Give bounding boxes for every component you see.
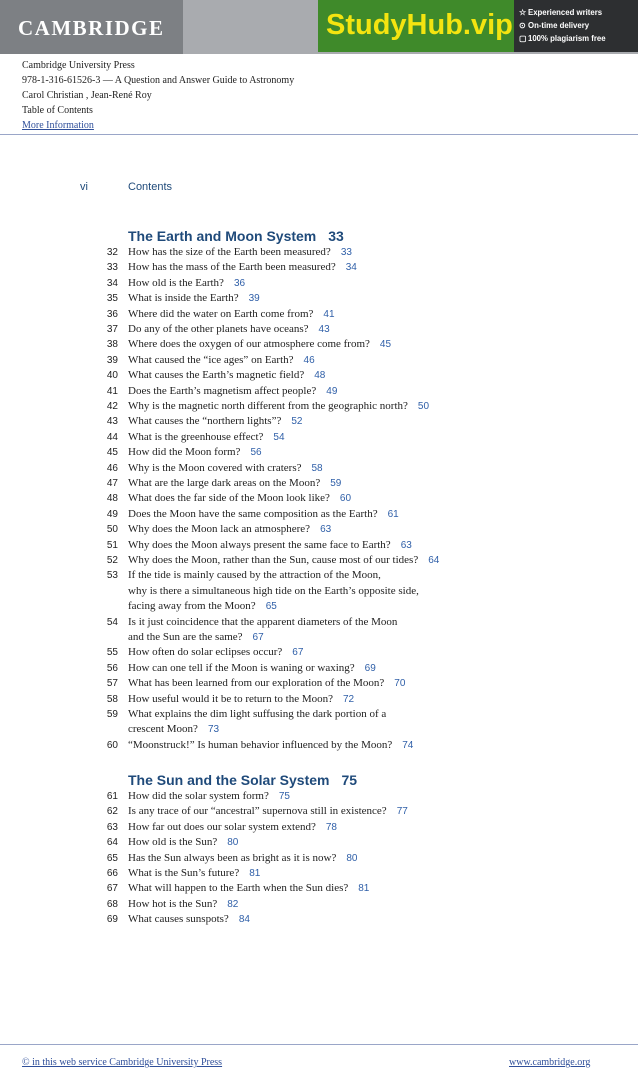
toc-entry-line: facing away from the Moon? — [128, 600, 256, 613]
section-page: 33 — [328, 228, 344, 244]
toc-entry-page[interactable]: 72 — [343, 693, 355, 705]
toc-entry — [96, 445, 616, 460]
toc-entry-page[interactable]: 50 — [417, 401, 430, 412]
isbn-title: 978-1-316-61526-3 — A Question and Answer Guide to Astronomy — [22, 75, 295, 86]
toc-entry — [96, 337, 616, 352]
toc-entry-line: Why is the magnetic north different from the geographic north? — [128, 400, 408, 412]
toc-entry-page[interactable]: 56 — [250, 447, 262, 459]
toc-entry-line: Has the Sun always been as bright as it is now? — [128, 851, 337, 864]
toc-entry — [96, 645, 616, 660]
toc-entry-page[interactable]: 61 — [387, 508, 399, 520]
toc-entry-line: What is the Sun’s future? — [128, 867, 240, 879]
toc-entry-question — [128, 881, 548, 896]
section-title: The Sun and the Solar System — [128, 772, 330, 788]
toc-entry-question — [128, 538, 548, 553]
toc-entry — [96, 461, 616, 476]
toc-entry-line: How often do solar eclipses occur? — [128, 646, 283, 659]
toc-entry — [96, 692, 616, 707]
toc-entry-number: 53 — [106, 570, 118, 582]
toc-entry-question — [128, 414, 548, 429]
toc-entry — [96, 568, 616, 614]
header-divider — [0, 134, 638, 135]
toc-entry-question — [128, 368, 548, 383]
toc-entry-page[interactable]: 84 — [238, 914, 250, 926]
toc-entry — [96, 399, 616, 414]
toc-entry-line: How did the Moon form? — [128, 446, 241, 459]
toc-entry-line: How did the solar system form? — [128, 790, 269, 802]
toc-entry-number: 45 — [106, 447, 118, 459]
toc-entry — [96, 276, 616, 291]
toc-entry-line: What causes the Earth’s magnetic field? — [128, 369, 305, 382]
toc-entry-page[interactable]: 67 — [252, 632, 264, 643]
toc-entry-number: 38 — [106, 339, 118, 351]
toc-entry-number: 50 — [106, 524, 118, 536]
toc-entry-number: 65 — [106, 852, 118, 864]
toc-entry-question — [128, 507, 548, 522]
toc-entry-number: 47 — [106, 478, 118, 489]
toc-entry — [96, 368, 616, 383]
authors: Carol Christian , Jean-René Roy — [22, 90, 152, 101]
toc-entry-line: What are the large dark areas on the Moon? — [128, 477, 321, 489]
toc-entry-number: 59 — [106, 709, 118, 720]
star-icon: ☆ — [519, 8, 526, 17]
toc-entry-number: 55 — [106, 647, 118, 659]
toc-entry-page[interactable]: 81 — [358, 883, 370, 895]
toc-entry-number: 60 — [106, 739, 118, 751]
section-title: The Earth and Moon System — [128, 228, 317, 244]
toc-entry — [96, 881, 616, 896]
toc-entry-number: 39 — [106, 354, 118, 366]
copyright-link[interactable]: © in this web service Cambridge University Press — [22, 1057, 223, 1068]
toc-entry-number: 51 — [106, 539, 118, 551]
toc-entry — [96, 866, 616, 881]
toc-entry-line: Where did the water on Earth come from? — [128, 307, 314, 320]
toc-entry-line: What caused the “ice ages” on Earth? — [128, 353, 294, 366]
toc-entry-page[interactable]: 74 — [402, 739, 414, 751]
toc-entry-number: 63 — [106, 821, 118, 833]
toc-entry — [96, 522, 616, 537]
cambridge-url-link[interactable]: www.cambridge.org — [509, 1057, 591, 1068]
toc-entry-question — [128, 661, 548, 676]
toc-entry-line: How has the size of the Earth been measured? — [128, 246, 331, 258]
document-icon: ▢ — [519, 34, 527, 43]
toc-entry-page[interactable]: 54 — [273, 431, 285, 443]
toc-entry — [96, 615, 616, 646]
toc-entry-line: why is there a simultaneous high tide on the Earth’s opposite side, — [128, 584, 419, 597]
toc-entry-question — [128, 461, 548, 476]
toc-entry-line: Does the Earth’s magnetism affect people? — [128, 384, 317, 397]
toc-entry — [96, 851, 616, 866]
more-information-link[interactable]: More Information — [22, 120, 94, 131]
toc-entry-line: Do any of the other planets have oceans? — [128, 323, 309, 335]
toc-entry-question — [128, 738, 548, 753]
toc-entry-question — [128, 384, 548, 399]
toc-entry-question — [128, 707, 548, 738]
toc-entry — [96, 353, 616, 368]
toc-entry — [96, 476, 616, 491]
toc-entry-question — [128, 276, 548, 291]
toc-entry-page[interactable]: 43 — [318, 324, 330, 335]
toc-entry-page[interactable]: 59 — [330, 478, 342, 489]
page-number: vi — [80, 181, 88, 193]
toc-entry-page[interactable]: 69 — [364, 662, 376, 674]
toc-entry-line: Where does the oxygen of our atmosphere come from? — [128, 338, 370, 351]
toc-entry-question — [128, 445, 548, 460]
toc-entry-line: How useful would it be to return to the Moon? — [128, 692, 333, 705]
toc-entry-question — [128, 430, 548, 445]
toc-entry — [96, 322, 616, 337]
running-head: Contents — [128, 181, 173, 193]
toc-entry-question — [128, 912, 548, 927]
toc-entry-question — [128, 568, 548, 614]
toc-entry — [96, 538, 616, 553]
studyhub-ad-title[interactable]: StudyHub.vip — [326, 9, 513, 41]
toc-entry — [96, 912, 616, 927]
toc-entry-question — [128, 353, 548, 368]
toc-entry-number: 62 — [106, 806, 118, 818]
toc-entry — [96, 676, 616, 691]
toc-entry — [96, 291, 616, 306]
toc-entry-question — [128, 820, 548, 835]
toc-entry-number: 52 — [106, 555, 118, 566]
toc-entry-page[interactable]: 65 — [265, 601, 277, 613]
toc-entry-line: How has the mass of the Earth been measured? — [128, 261, 336, 274]
toc-entry-line: How far out does our solar system extend? — [128, 820, 316, 833]
toc-entry-page[interactable]: 49 — [326, 385, 338, 397]
footer-divider — [0, 1044, 638, 1045]
toc-entry-page[interactable]: 46 — [303, 354, 315, 366]
toc-entry-page[interactable]: 81 — [249, 868, 261, 879]
toc-entry-number: 36 — [106, 308, 118, 320]
toc-entry-line: How can one tell if the Moon is waning or waxing? — [128, 661, 355, 674]
toc-entry-number: 48 — [106, 493, 118, 505]
toc-entry-question — [128, 307, 548, 322]
toc-entry — [96, 507, 616, 522]
toc-entry — [96, 789, 616, 804]
toc-entry-line: What has been learned from our exploration of the Moon? — [128, 677, 385, 690]
toc-entry — [96, 835, 616, 850]
toc-entry-question — [128, 399, 548, 414]
toc-entry-page[interactable]: 41 — [323, 308, 335, 320]
toc-entry-line: and the Sun are the same? — [128, 631, 243, 643]
toc-entry-number: 67 — [106, 883, 118, 895]
toc-entry-line: Is any trace of our “ancestral” supernova still in existence? — [128, 805, 387, 818]
toc-entry-number: 41 — [106, 385, 118, 397]
toc-entry-page[interactable]: 36 — [233, 277, 246, 289]
toc-entry-page[interactable]: 63 — [320, 524, 332, 536]
toc-entry-number: 43 — [106, 416, 118, 428]
ad-feature-text: 100% plagiarism free — [528, 34, 606, 43]
toc-entry-page[interactable]: 70 — [394, 678, 406, 690]
toc-entry-question — [128, 491, 548, 506]
toc-entry-question — [128, 553, 548, 568]
toc-entry-page[interactable]: 48 — [314, 370, 326, 382]
toc-entry-page[interactable]: 73 — [207, 724, 220, 736]
toc-entry-number: 68 — [106, 898, 118, 910]
toc-entry-line: Why is the Moon covered with craters? — [128, 461, 302, 474]
cambridge-logo[interactable]: CAMBRIDGE — [18, 16, 165, 40]
toc-entry — [96, 307, 616, 322]
toc-entry-page[interactable]: 45 — [379, 339, 392, 351]
toc-entry-line: Is it just coincidence that the apparent diameters of the Moon — [128, 615, 398, 628]
toc-entry — [96, 897, 616, 912]
toc-entry-number: 58 — [106, 693, 118, 705]
ad-feature-text: On-time delivery — [528, 21, 590, 30]
toc-entry-page[interactable]: 39 — [248, 293, 260, 305]
toc-entry-number: 32 — [106, 247, 118, 258]
toc-entry-number: 64 — [106, 837, 118, 849]
toc-entry-line: What will happen to the Earth when the Sun dies? — [128, 882, 349, 895]
toc-entry-line: If the tide is mainly caused by the attraction of the Moon, — [128, 569, 381, 582]
toc-entry-page[interactable]: 63 — [400, 539, 412, 551]
toc-entry — [96, 553, 616, 568]
toc-entry-number: 37 — [106, 324, 118, 335]
ad-feature — [519, 34, 606, 43]
site-header — [0, 0, 638, 54]
toc-entry-line: “Moonstruck!” Is human behavior influenced by the Moon? — [128, 738, 393, 751]
toc-entry-question — [128, 692, 548, 707]
publisher-name: Cambridge University Press — [22, 60, 135, 71]
toc-entry-question — [128, 522, 548, 537]
toc-entry-page[interactable]: 80 — [346, 852, 358, 864]
toc-entry-line: Does the Moon have the same composition as the Earth? — [128, 507, 378, 520]
section-name: Table of Contents — [22, 105, 93, 116]
toc-entry — [96, 738, 616, 753]
ad-feature-text: Experienced writers — [528, 8, 603, 17]
toc-entry-page[interactable]: 78 — [325, 821, 337, 833]
toc-entry-number: 49 — [106, 508, 118, 520]
toc-entry-page[interactable]: 58 — [311, 462, 323, 474]
toc-entry — [96, 260, 616, 275]
toc-entry-line: Why does the Moon lack an atmosphere? — [128, 523, 311, 536]
toc-entry-question — [128, 804, 548, 819]
toc-entry-number: 33 — [106, 262, 118, 274]
toc-entry-number: 34 — [106, 277, 118, 289]
toc-entry-line: What is the greenhouse effect? — [128, 430, 264, 443]
toc-entry-question — [128, 245, 548, 260]
section-heading — [128, 228, 344, 244]
toc-entry-question — [128, 676, 548, 691]
toc-entry — [96, 384, 616, 399]
toc-entry-question — [128, 260, 548, 275]
toc-entry-line: What causes sunspots? — [128, 913, 229, 926]
toc-entry — [96, 804, 616, 819]
toc-entry-line: crescent Moon? — [128, 723, 198, 736]
toc-entry-page[interactable]: 33 — [340, 247, 352, 258]
ad-feature — [519, 21, 589, 30]
toc-entry-page[interactable]: 64 — [428, 555, 440, 566]
toc-entry-number: 66 — [106, 868, 118, 879]
toc-entry — [96, 414, 616, 429]
toc-entry — [96, 661, 616, 676]
toc-entry-number: 42 — [106, 401, 118, 412]
toc-entry — [96, 245, 616, 260]
toc-entry-number: 57 — [106, 678, 118, 690]
toc-entry-page[interactable]: 34 — [345, 262, 357, 274]
section-heading — [128, 772, 357, 788]
toc-entry-line: Why does the Moon always present the same face to Earth? — [128, 538, 391, 551]
toc-entry — [96, 707, 616, 738]
toc-entry-number: 56 — [106, 662, 118, 674]
toc-entry-page[interactable]: 82 — [227, 898, 239, 910]
toc-entry-question — [128, 897, 548, 912]
toc-entry-page[interactable]: 77 — [396, 806, 408, 818]
toc-entry-line: What explains the dim light suffusing the dark portion of a — [128, 708, 387, 720]
toc-entry-line: How hot is the Sun? — [128, 897, 218, 910]
toc-entry-question — [128, 476, 548, 491]
toc-entry-question — [128, 789, 548, 804]
toc-entry-line: How old is the Sun? — [128, 836, 218, 849]
toc-entry-page[interactable]: 67 — [292, 647, 304, 659]
toc-entry-number: 35 — [106, 293, 118, 305]
toc-entry — [96, 491, 616, 506]
clock-icon: ⊙ — [519, 21, 526, 30]
toc-entry-line: What causes the “northern lights”? — [128, 415, 282, 428]
toc-entry-question — [128, 615, 548, 646]
toc-entry-page[interactable]: 60 — [339, 493, 352, 505]
toc-entry-page[interactable]: 80 — [227, 837, 239, 849]
toc-entry-page[interactable]: 52 — [291, 416, 303, 428]
toc-entry-number: 54 — [106, 616, 118, 628]
toc-entry-line: What is inside the Earth? — [128, 292, 239, 305]
toc-entry-question — [128, 866, 548, 881]
toc-entry-number: 69 — [106, 914, 118, 926]
toc-entry-page[interactable]: 75 — [278, 791, 290, 802]
toc-entry-number: 61 — [106, 791, 118, 802]
toc-entry-number: 40 — [106, 370, 118, 382]
ad-feature — [519, 8, 602, 17]
toc-entry-line: Why does the Moon, rather than the Sun, cause most of our tides? — [128, 554, 419, 566]
toc-entry-number: 44 — [106, 431, 118, 443]
toc-entry-question — [128, 851, 548, 866]
toc-entry — [96, 820, 616, 835]
toc-entry-question — [128, 835, 548, 850]
toc-entry-question — [128, 337, 548, 352]
toc-entry-line: How old is the Earth? — [128, 276, 224, 289]
section-page: 75 — [341, 772, 358, 788]
toc-entry-question — [128, 645, 548, 660]
toc-entry-question — [128, 322, 548, 337]
toc-entry — [96, 430, 616, 445]
toc-entry-question — [128, 291, 548, 306]
toc-entry-number: 46 — [106, 462, 118, 474]
toc-entry-line: What does the far side of the Moon look like? — [128, 492, 330, 505]
